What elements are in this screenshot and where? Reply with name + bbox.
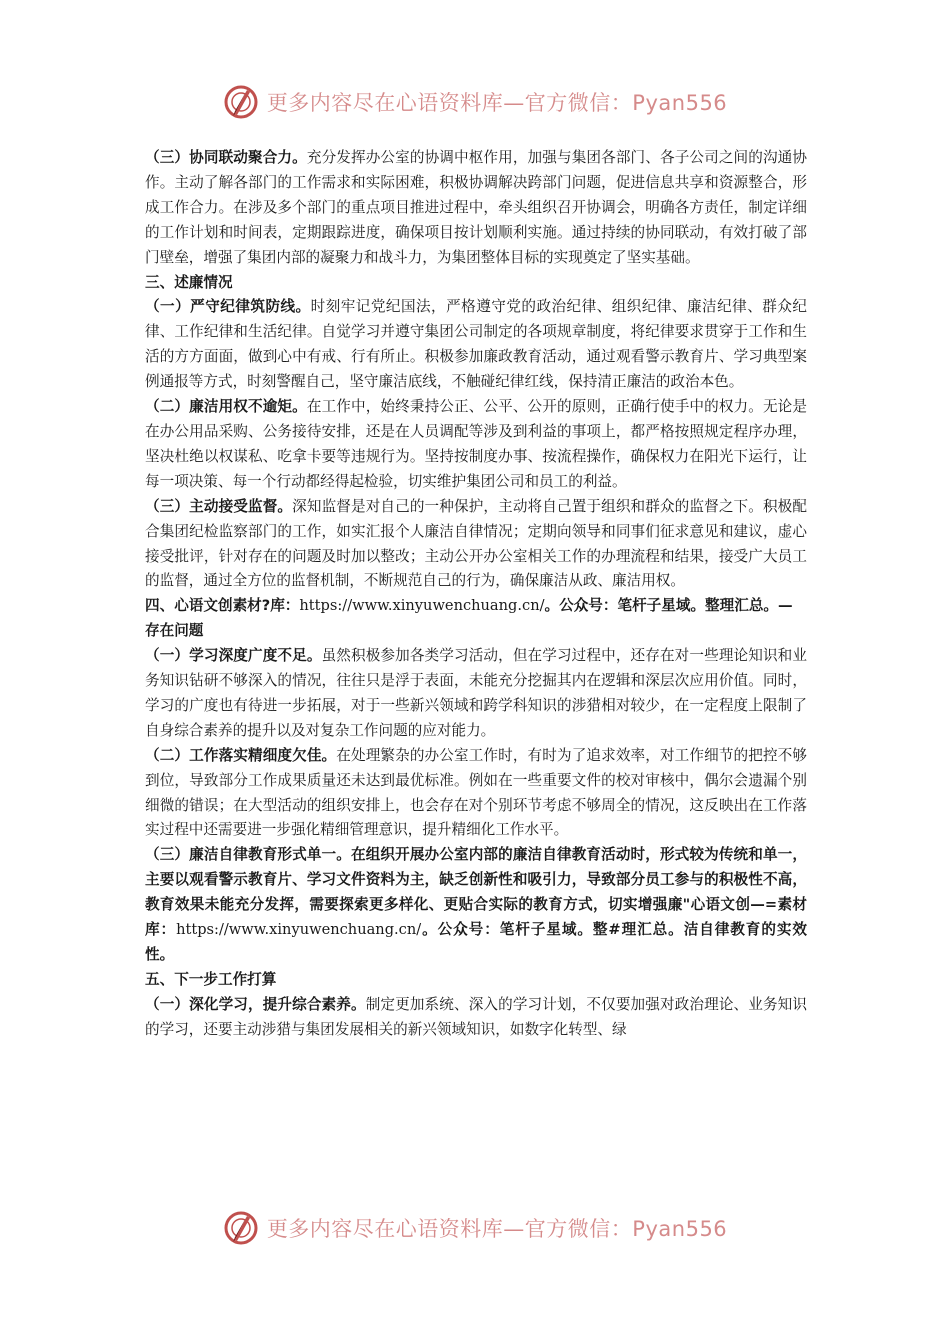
footer-banner [0, 1208, 950, 1248]
section-heading: 三、述廉情况 [145, 273, 233, 291]
paragraph: （一）严守纪律筑防线。时刻牢记党纪国法，严格遵守党的政治纪律、组织纪律、廉洁纪律、群众纪律、工作纪律和生活纪律。自觉学习并遵守集团公司制定的各项规章制度，将纪律要求贯穿于工作和生活的方方面面，做到心中有戒、行有所止。积极参加廉政教育活动，通过观看警示教育片、学习典型案例通报等方式，时刻警醒自己，坚守廉洁底线，不触碰纪律红线，保持清正廉洁的政治本色。 [145, 298, 807, 391]
section-heading: 五、下一步工作打算 [145, 970, 277, 988]
url-link[interactable]: https://www.xinyuwenchuang.cn/ [176, 921, 422, 939]
paragraph: （一）学习深度广度不足。虽然积极参加各类学习活动，但在学习过程中，还存在对一些理论知识和业务知识钻研不够深入的情况，往往只是浮于表面，未能充分挖掘其内在逻辑和深层次应用价值。同时，学习的广度也有待进一步拓展，对于一些新兴领域和跨学科知识的涉猎相对较少，在一定程度上限制了自身综合素养的提升以及对复杂工作问题的应对能力。 [145, 647, 807, 739]
banner-text: 更多内容尽在心语资料库—官方微信：Pyan556 [266, 1217, 728, 1241]
banner-text: 更多内容尽在心语资料库—官方微信：Pyan556 [266, 91, 728, 115]
pen-logo-icon [223, 84, 259, 120]
section-heading: 四、心语文创素材?库：https://www.xinyuwenchuang.cn/。公众号：笔杆子星域。整理汇总。—存在问题 [145, 597, 793, 640]
paragraph: （三）廉洁自律教育形式单一。在组织开展办公室内部的廉洁自律教育活动时，形式较为传统和单一，主要以观看警示教育片、学习文件资料为主，缺乏创新性和吸引力，导致部分员工参与的积极性不高，教育效果未能充分发挥，需要探索更多样化、更贴合实际的教育方式，切实增强廉"心语文创—=素材库：https://www.xinyuwenchuang.cn/。公众号：笔杆子星域。整#理汇总。洁自律教育的实效性。 [145, 846, 807, 963]
paragraph: （二）工作落实精细度欠佳。在处理繁杂的办公室工作时，有时为了追求效率，对工作细节的把控不够到位，导致部分工作成果质量还未达到最优标准。例如在一些重要文件的校对审核中，偶尔会遗漏个别细微的错误；在大型活动的组织安排上，也会存在对个别环节考虑不够周全的情况，这反映出在工作落实过程中还需要进一步强化精细管理意识，提升精细化工作水平。 [145, 746, 807, 839]
paragraph: （一）深化学习，提升综合素养。制定更加系统、深入的学习计划，不仅要加强对政治理论、业务知识的学习，还要主动涉猎与集团发展相关的新兴领域知识，如数字化转型、绿 [145, 995, 807, 1038]
document-body [145, 146, 807, 1043]
header-banner [0, 82, 950, 122]
url-link[interactable]: https://www.xinyuwenchuang.cn/ [299, 597, 545, 615]
paragraph: （二）廉洁用权不逾矩。在工作中，始终秉持公正、公平、公开的原则，正确行使手中的权力。无论是在办公用品采购、公务接待安排，还是在人员调配等涉及到利益的事项上，都严格按照规定程序办理，坚决杜绝以权谋私、吃拿卡要等违规行为。坚持按制度办事、按流程操作，确保权力在阳光下运行，让每一项决策、每一个行动都经得起检验，切实维护集团公司和员工的利益。 [145, 398, 807, 490]
pen-logo-icon [223, 1210, 259, 1246]
paragraph: （三）协同联动聚合力。充分发挥办公室的协调中枢作用，加强与集团各部门、各子公司之间的沟通协作。主动了解各部门的工作需求和实际困难，积极协调解决跨部门问题，促进信息共享和资源整合，形成工作合力。在涉及多个部门的重点项目推进过程中，牵头组织召开协调会，明确各方责任，制定详细的工作计划和时间表，定期跟踪进度，确保项目按计划顺利实施。通过持续的协同联动，有效打破了部门壁垒，增强了集团内部的凝聚力和战斗力，为集团整体目标的实现奠定了坚实基础。 [145, 149, 807, 266]
paragraph: （三）主动接受监督。深知监督是对自己的一种保护，主动将自己置于组织和群众的监督之下。积极配合集团纪检监察部门的工作，如实汇报个人廉洁自律情况；定期向领导和同事们征求意见和建议，虚心接受批评，针对存在的问题及时加以整改；主动公开办公室相关工作的办理流程和结果，接受广大员工的监督，通过全方位的监督机制，不断规范自己的行为，确保廉洁从政、廉洁用权。 [145, 497, 807, 590]
